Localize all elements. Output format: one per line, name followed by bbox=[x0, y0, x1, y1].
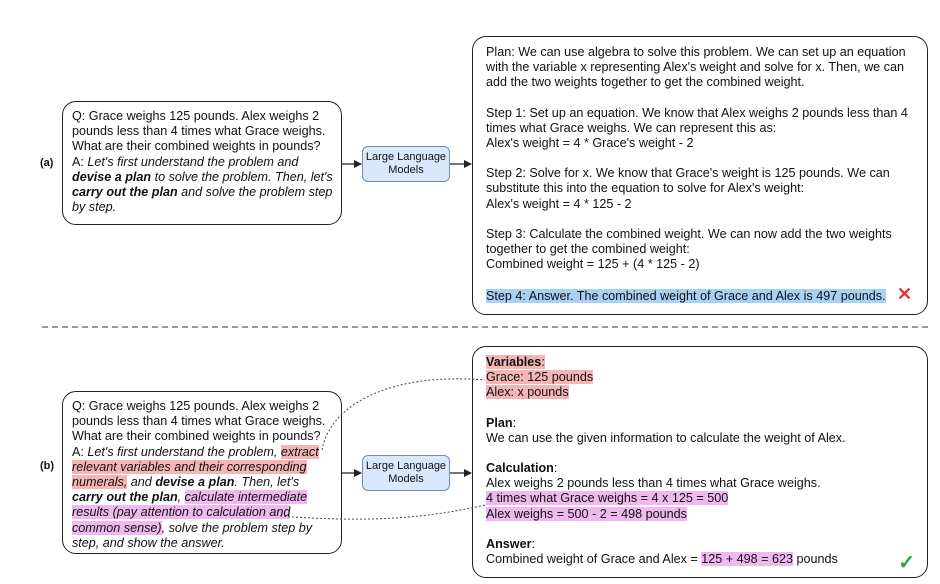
panel-a-answer-prefix: A: bbox=[72, 154, 88, 169]
panel-b-answer-text-2: and bbox=[127, 475, 156, 490]
panel-b-calc-line1: 4 times what Grace weighs = 4 x 125 = 500 bbox=[486, 491, 729, 506]
panel-a-step4-text: Step 4: Answer. The combined weight of Grace and Alex is 497 pounds. bbox=[486, 289, 886, 304]
panel-b-question: Q: Grace weighs 125 pounds. Alex weighs 2 pounds less than 4 times what Grace weighs. What are their combined weights in pounds? bbox=[72, 399, 326, 444]
panel-b-var-grace: Grace: 125 pounds bbox=[486, 370, 594, 385]
panel-a-plan: Plan: We can use algebra to solve this problem. We can set up an equation with the variable x representing Alex's weight and solve for x. Then, we can add the two weights together to get the combined weight. bbox=[486, 45, 906, 90]
panel-b-answer-carry-out: carry out the plan bbox=[72, 490, 178, 505]
panel-a-question: Q: Grace weighs 125 pounds. Alex weighs 2 pounds less than 4 times what Grace weighs. What are their combined weights in pounds? bbox=[72, 109, 326, 154]
panel-b-answer-expr: 125 + 498 = 623 bbox=[701, 552, 794, 567]
panel-a-label: (a) bbox=[40, 157, 54, 169]
panel-b-answer-extract-variables: extract relevant variables and their corresponding numerals, bbox=[72, 444, 319, 490]
panel-a-step1-eq: Alex's weight = 4 * Grace's weight - 2 bbox=[486, 136, 694, 151]
panel-b-answer-text-4: , bbox=[177, 490, 185, 505]
panel-b-answer-prefix: A: bbox=[72, 444, 88, 459]
panel-a-llm-box: Large Language Models bbox=[362, 146, 450, 182]
panel-b-plan: Plan: We can use the given information to calculate the weight of Alex. bbox=[486, 415, 846, 445]
panel-a-step1-text: Step 1: Set up an equation. We know that Alex weighs 2 pounds less than 4 times what Grace weighs. We can represent this as: bbox=[486, 105, 908, 135]
panel-a-step3-text: Step 3: Calculate the combined weight. We can now add the two weights together to get the combined weight: bbox=[486, 226, 892, 257]
dotted-link-calculation bbox=[280, 505, 485, 519]
panel-a-step2-text: Step 2: Solve for x. We know that Grace's weight is 125 pounds. We can substitute this into the equation to solve for Alex's weight: bbox=[486, 166, 890, 196]
panel-a-step2-eq: Alex's weight = 4 * 125 - 2 bbox=[486, 196, 632, 211]
panel-b-answer-devise-plan: devise a plan bbox=[155, 475, 235, 490]
panel-b-answer-heading: Answer bbox=[486, 536, 532, 551]
panel-b-llm-box: Large Language Models bbox=[362, 455, 450, 491]
panel-b-answer-text-5: , solve the problem step by step, and show the answer. bbox=[72, 520, 313, 550]
panel-a-step3-eq: Combined weight = 125 + (4 * 125 - 2) bbox=[486, 257, 700, 272]
panel-b-var-alex: Alex: x pounds bbox=[486, 385, 569, 400]
dotted-link-variables bbox=[322, 379, 485, 450]
panel-b-calc-text: Alex weighs 2 pounds less than 4 times what Grace weighs. bbox=[486, 476, 821, 491]
panel-b-calculation: Calculation: Alex weighs 2 pounds less than 4 times what Grace weighs. 4 times what Grace weighs = 4 x 125 = 500 Alex weighs = 500 - 2 = 498 pounds bbox=[486, 461, 821, 521]
panel-a-answer-text-2: to solve the problem. Then, let's bbox=[151, 169, 333, 184]
panel-b-answer-calculate-intermediate: calculate intermediate results (pay attention to calculation and common sense) bbox=[72, 490, 308, 535]
correct-check-icon: ✓ bbox=[898, 551, 915, 574]
panel-b-variables-heading: Variables: bbox=[486, 355, 545, 369]
panel-a-answer-text-1: Let's first understand the problem and bbox=[87, 154, 299, 169]
panel-b-calc-line2: Alex weighs = 500 - 2 = 498 pounds bbox=[486, 506, 687, 521]
panel-b-answer: Answer: Combined weight of Grace and Alex = 125 + 498 = 623 pounds bbox=[486, 536, 838, 567]
panel-a-answer-devise-plan: devise a plan bbox=[72, 169, 152, 184]
panel-b-answer-text-3: . Then, let's bbox=[234, 475, 300, 490]
panel-b-plan-heading: Plan bbox=[486, 415, 513, 430]
panel-b-label: (b) bbox=[40, 460, 55, 472]
panel-b-answer-pre: Combined weight of Grace and Alex = bbox=[486, 552, 702, 567]
wrong-cross-icon: ✕ bbox=[897, 284, 913, 305]
panel-b-answer-text-1: Let's first understand the problem, bbox=[87, 444, 281, 459]
panel-a-answer-carry-out: carry out the plan bbox=[72, 185, 178, 200]
panel-a-answer-text-3: and solve the problem step by step. bbox=[72, 185, 333, 215]
panel-b-plan-text: We can use the given information to calculate the weight of Alex. bbox=[486, 430, 846, 445]
panel-b-calc-heading: Calculation bbox=[486, 461, 554, 476]
panel-b-answer-post: pounds bbox=[793, 552, 838, 567]
